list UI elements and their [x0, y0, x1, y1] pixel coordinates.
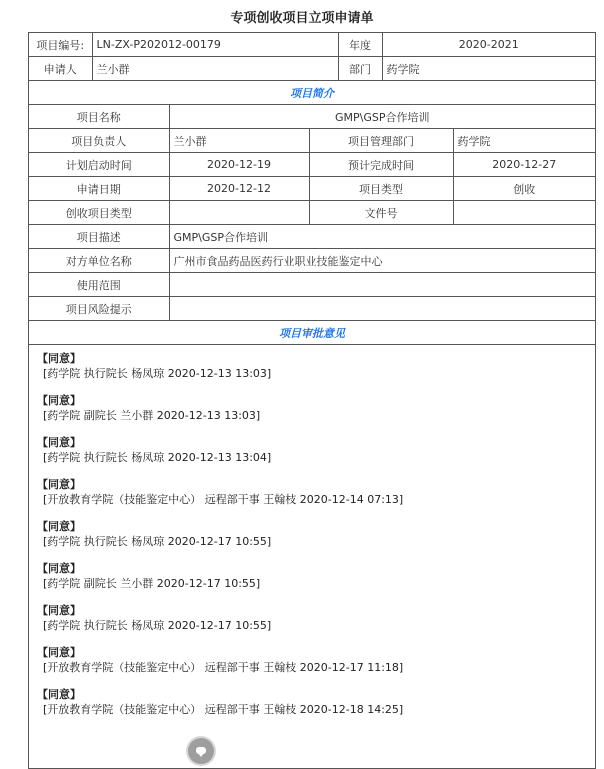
start-time-value: 2020-12-19 — [169, 153, 309, 177]
opinion-signature: [药学院 副院长 兰小群 2020-12-13 13:03] — [43, 409, 261, 422]
intro-section — [29, 81, 595, 105]
opinion-status: 【同意】 — [37, 688, 81, 701]
approval-opinion — [37, 519, 587, 549]
apply-date-value: 2020-12-12 — [169, 177, 309, 201]
chat-icon[interactable] — [188, 738, 214, 764]
scope-label: 使用范围 — [29, 273, 169, 297]
doc-no-value — [453, 201, 595, 225]
approval-opinion — [37, 561, 587, 591]
revenue-type-label: 创收项目类型 — [29, 201, 169, 225]
project-type-value: 创收 — [453, 177, 595, 201]
description-value: GMP\GSP合作培训 — [169, 225, 595, 249]
mgmt-dept-value: 药学院 — [453, 129, 595, 153]
header-table — [29, 33, 595, 81]
approval-opinion — [37, 477, 587, 507]
opinion-signature: [药学院 副院长 兰小群 2020-12-17 10:55] — [43, 577, 261, 590]
approval-opinion — [37, 687, 587, 717]
approval-section — [29, 321, 595, 345]
description-label: 项目描述 — [29, 225, 169, 249]
approval-opinion — [37, 393, 587, 423]
partner-value: 广州市食品药品医药行业职业技能鉴定中心 — [169, 249, 595, 273]
partner-label: 对方单位名称 — [29, 249, 169, 273]
opinion-signature: [药学院 执行院长 杨凤琼 2020-12-17 10:55] — [43, 535, 272, 548]
approval-opinion — [37, 351, 587, 381]
applicant-value: 兰小群 — [92, 57, 338, 81]
project-name-value: GMP\GSP合作培训 — [169, 105, 595, 129]
opinion-signature: [开放教育学院（技能鉴定中心） 远程部干事 王翰枝 2020-12-17 11:18] — [43, 661, 404, 674]
leader-value: 兰小群 — [169, 129, 309, 153]
year-label: 年度 — [338, 33, 382, 57]
project-no-value: LN-ZX-P202012-00179 — [92, 33, 338, 57]
risk-label: 项目风险提示 — [29, 297, 169, 321]
opinion-signature: [药学院 执行院长 杨凤琼 2020-12-17 10:55] — [43, 619, 272, 632]
approval-opinions-list — [29, 345, 595, 735]
section-title-approval: 项目审批意见 — [29, 321, 595, 345]
application-form — [28, 32, 596, 769]
approval-opinion — [37, 645, 587, 675]
dept-value: 药学院 — [382, 57, 595, 81]
opinion-status: 【同意】 — [37, 646, 81, 659]
year-value: 2020-2021 — [382, 33, 595, 57]
opinion-signature: [药学院 执行院长 杨凤琼 2020-12-13 13:04] — [43, 451, 272, 464]
opinion-status: 【同意】 — [37, 604, 81, 617]
opinion-status: 【同意】 — [37, 478, 81, 491]
dept-label: 部门 — [338, 57, 382, 81]
project-no-label: 项目编号: — [29, 33, 92, 57]
approval-opinion — [37, 603, 587, 633]
intro-table — [29, 105, 595, 321]
scope-value — [169, 273, 595, 297]
start-time-label: 计划启动时间 — [29, 153, 169, 177]
applicant-label: 申请人 — [29, 57, 92, 81]
leader-label: 项目负责人 — [29, 129, 169, 153]
mgmt-dept-label: 项目管理部门 — [309, 129, 453, 153]
opinion-status: 【同意】 — [37, 520, 81, 533]
end-time-value: 2020-12-27 — [453, 153, 595, 177]
opinion-signature: [药学院 执行院长 杨凤琼 2020-12-13 13:03] — [43, 367, 272, 380]
project-type-label: 项目类型 — [309, 177, 453, 201]
opinion-status: 【同意】 — [37, 352, 81, 365]
opinion-status: 【同意】 — [37, 562, 81, 575]
opinion-status: 【同意】 — [37, 394, 81, 407]
section-title-intro: 项目简介 — [29, 81, 595, 105]
apply-date-label: 申请日期 — [29, 177, 169, 201]
doc-no-label: 文件号 — [309, 201, 453, 225]
opinion-signature: [开放教育学院（技能鉴定中心） 远程部干事 王翰枝 2020-12-14 07:13] — [43, 493, 404, 506]
opinion-signature: [开放教育学院（技能鉴定中心） 远程部干事 王翰枝 2020-12-18 14:25] — [43, 703, 404, 716]
risk-value — [169, 297, 595, 321]
end-time-label: 预计完成时间 — [309, 153, 453, 177]
page-title: 专项创收项目立项申请单 — [230, 11, 374, 26]
approval-opinion — [37, 435, 587, 465]
revenue-type-value — [169, 201, 309, 225]
opinion-status: 【同意】 — [37, 436, 81, 449]
project-name-label: 项目名称 — [29, 105, 169, 129]
